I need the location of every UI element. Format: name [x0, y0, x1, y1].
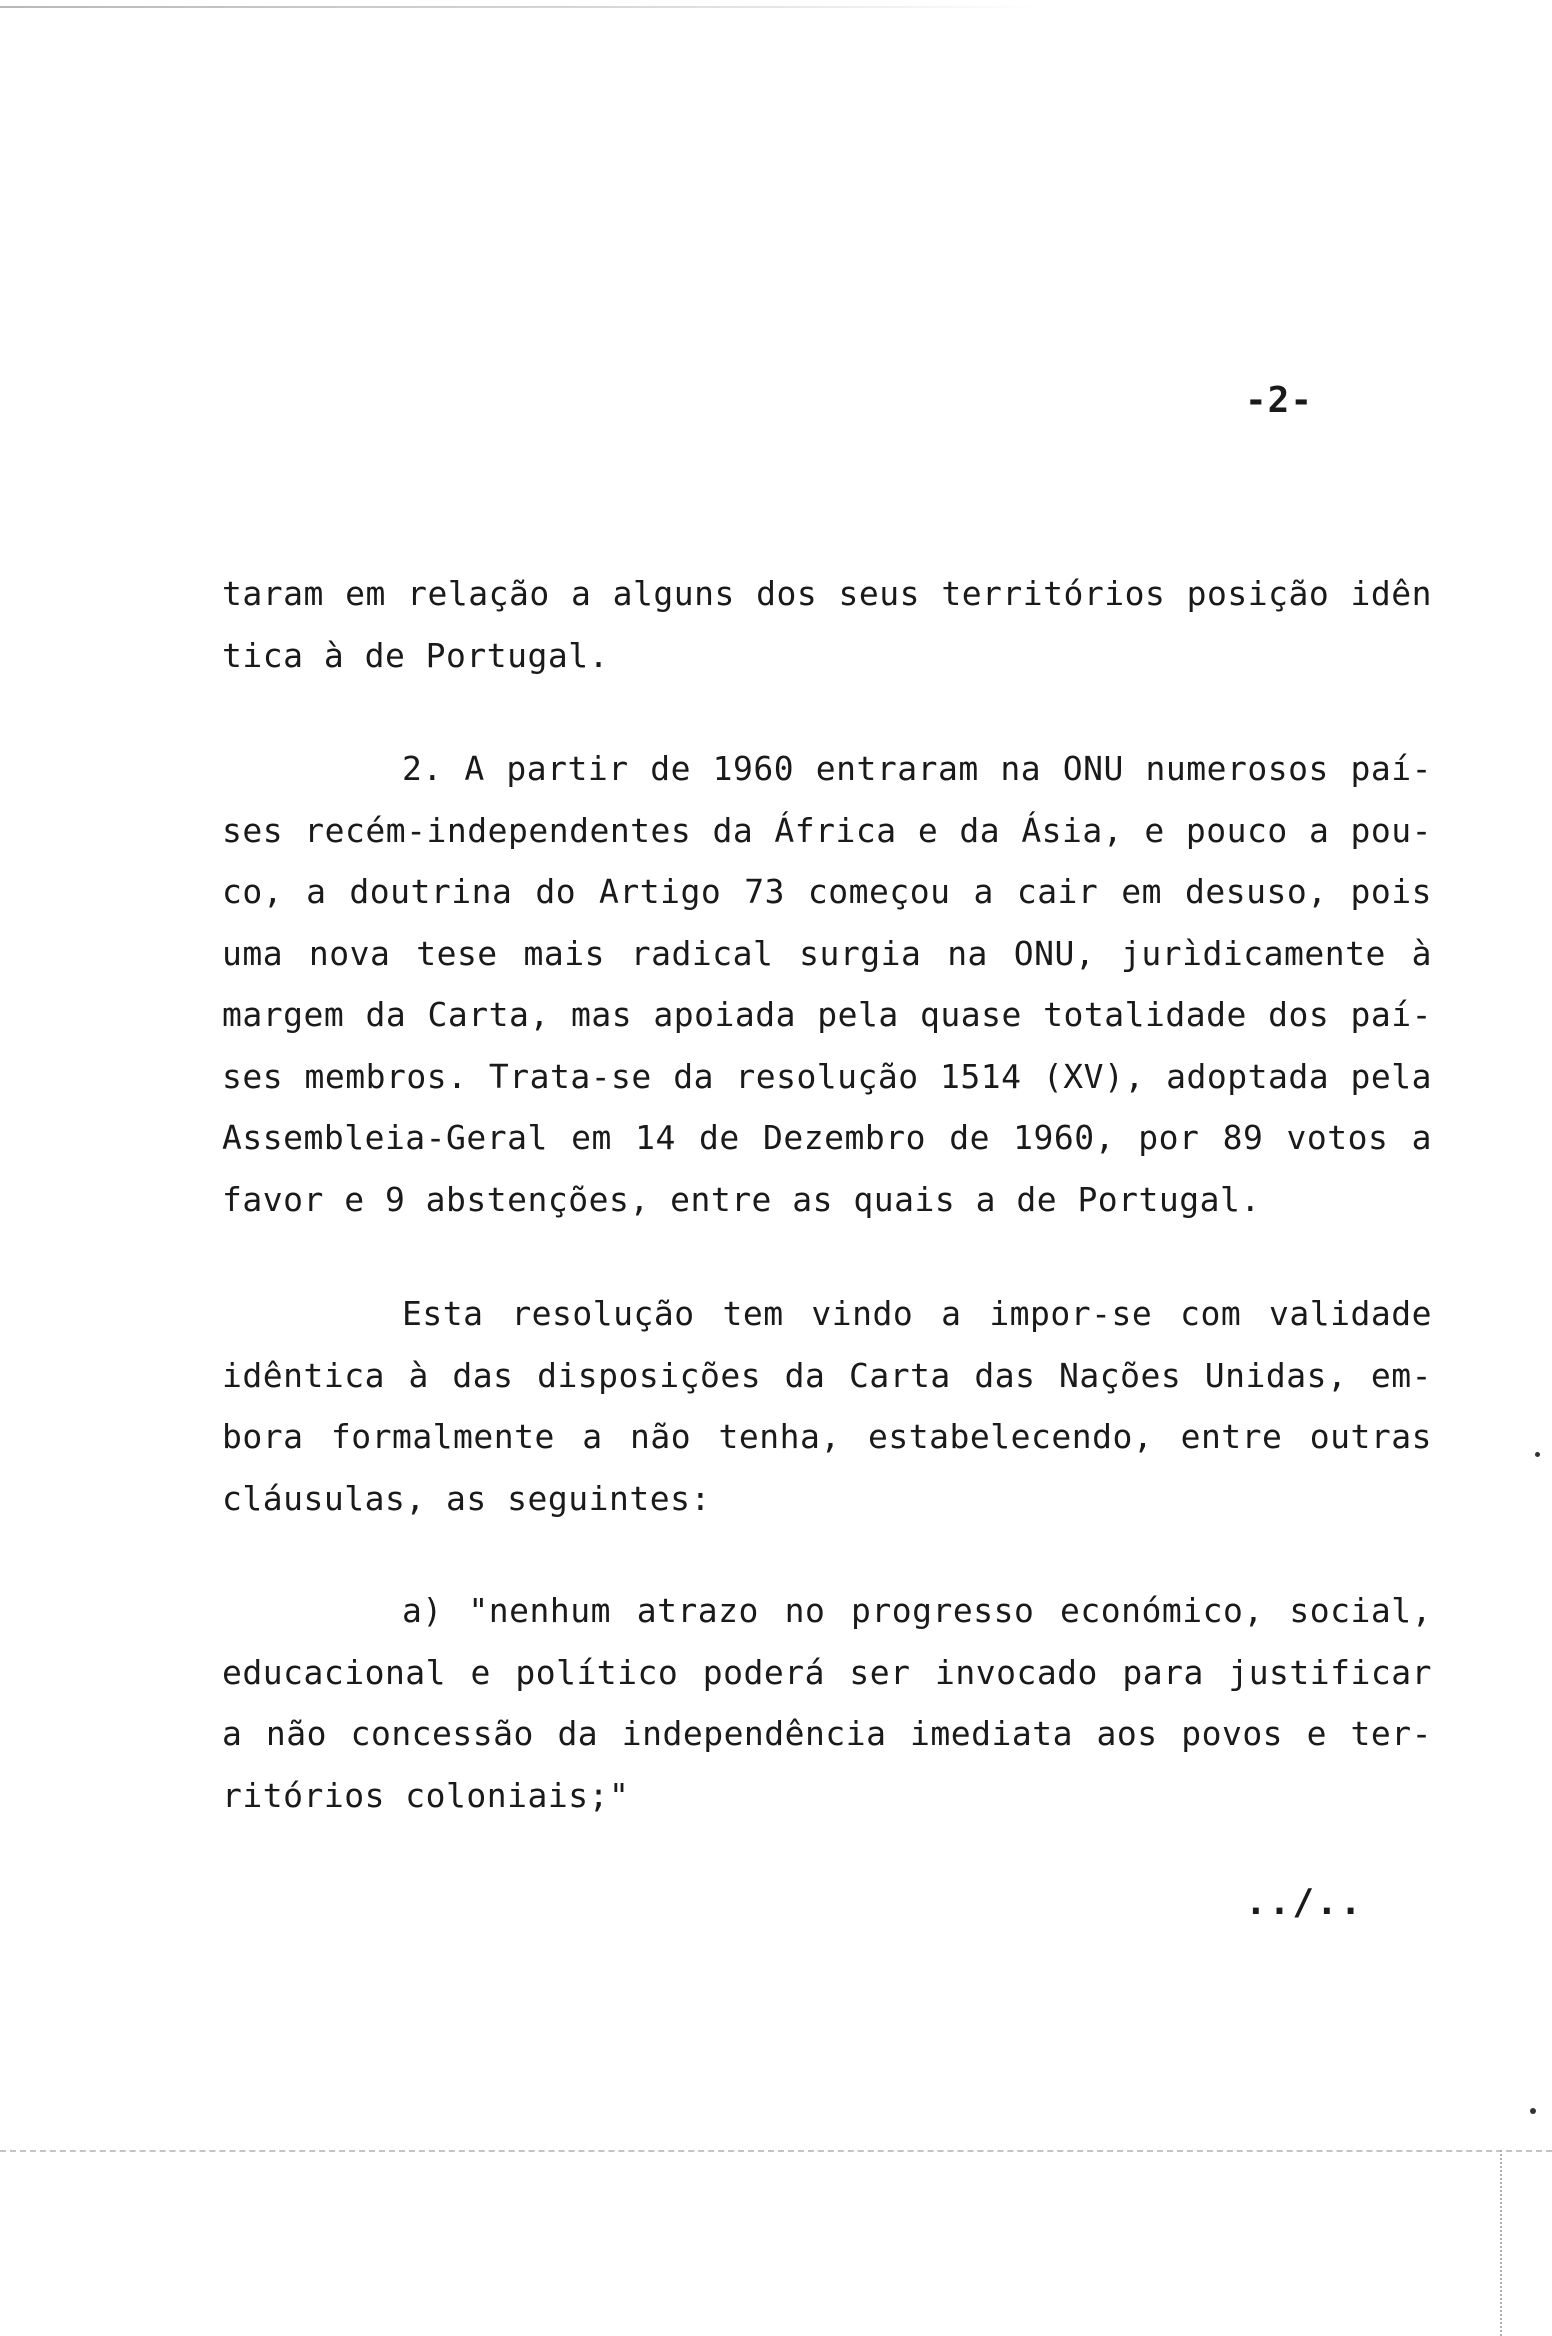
page-number: -2-	[1245, 380, 1314, 421]
text-line: ses recém-independentes da África e da Ásia, e pouco a pou-	[222, 810, 1432, 850]
paragraph-2	[222, 738, 1432, 1230]
paragraph-1	[222, 563, 1432, 686]
scan-speck	[1530, 2108, 1536, 2114]
text-line: ritórios coloniais;"	[222, 1775, 630, 1815]
paragraph-3	[222, 1283, 1432, 1529]
text-line: ses membros. Trata-se da resolução 1514 (XV), adoptada pela	[222, 1056, 1432, 1096]
text-line: Esta resolução tem vindo a impor-se com validade	[402, 1294, 1432, 1333]
text-line: favor e 9 abstenções, entre as quais a de Portugal.	[222, 1179, 1261, 1219]
text-line: bora formalmente a não tenha, estabelecendo, entre outras	[222, 1417, 1432, 1456]
text-line: a não concessão da independência imediata aos povos e ter-	[222, 1714, 1432, 1753]
text-line: Assembleia-Geral em 14 de Dezembro de 1960, por 89 votos a	[222, 1118, 1432, 1157]
scan-speck	[1535, 1452, 1540, 1457]
text-line: co, a doutrina do Artigo 73 começou a cair em desuso, pois	[222, 872, 1432, 911]
text-line: 2. A partir de 1960 entraram na ONU numerosos paí-	[402, 749, 1432, 788]
paragraph-4	[222, 1580, 1432, 1826]
scan-edge-top	[0, 6, 1040, 8]
text-line: tica à de Portugal.	[222, 635, 609, 675]
text-line: uma nova tese mais radical surgia na ONU, jurìdicamente à	[222, 933, 1432, 973]
text-line: taram em relação a alguns dos seus territórios posição idên	[222, 574, 1432, 613]
scan-edge-bottom	[0, 2150, 1552, 2152]
text-line: idêntica à das disposições da Carta das Nações Unidas, em-	[222, 1355, 1432, 1395]
text-line: a) "nenhum atrazo no progresso económico, social,	[402, 1591, 1432, 1630]
scan-edge-right	[1500, 2150, 1502, 2336]
text-line: margem da Carta, mas apoiada pela quase totalidade dos paí-	[222, 995, 1432, 1034]
text-line: educacional e político poderá ser invocado para justificar	[222, 1652, 1432, 1692]
text-line: cláusulas, as seguintes:	[222, 1478, 711, 1518]
continuation-mark: ../..	[1245, 1882, 1364, 1923]
